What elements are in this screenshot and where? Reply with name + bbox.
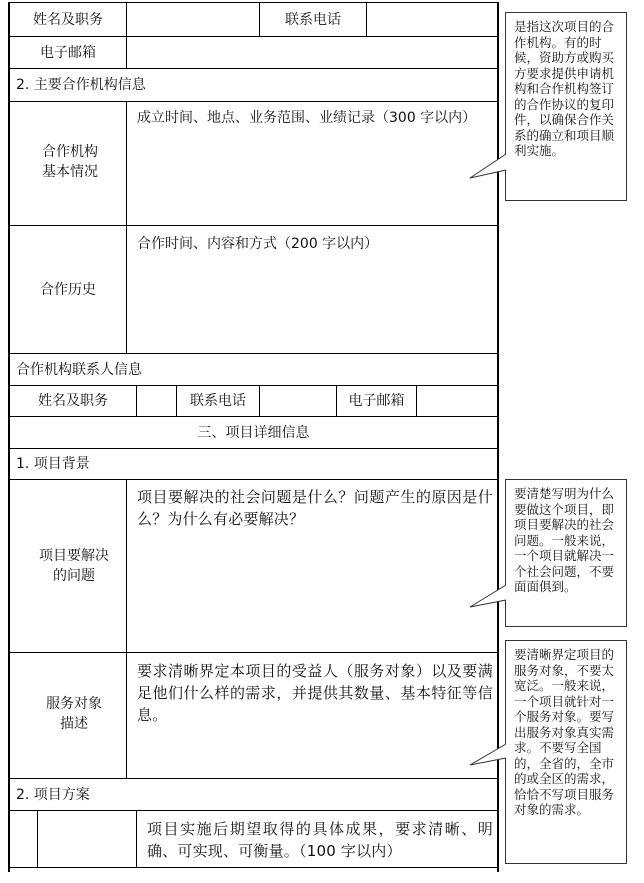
target-label [45, 694, 103, 734]
outcome-hint[interactable]: 项目实施后期望取得的具体成果，要求清晰、明确、可实现、可衡量。（100 字以内） [147, 820, 493, 860]
partner-section-header: 2. 主要合作机构信息 [16, 77, 146, 93]
target-hint[interactable]: 要求清晰界定本项目的受益人（服务对象）以及要满足他们什么样的需求，并提供其数量、基本特征等信息。 [137, 662, 493, 724]
target-label-text: 服务对象描述 [46, 696, 102, 732]
partner-history-hint[interactable]: 合作时间、内容和方式（200 字以内） [137, 236, 379, 252]
email-label: 电子邮箱 [40, 44, 96, 61]
table-border-right [497, 2, 499, 872]
name-position-label: 姓名及职务 [33, 11, 103, 28]
contact-email-input[interactable] [417, 386, 497, 416]
partner-basic-info-hint[interactable]: 成立时间、地点、业务范围、业绩记录（300 字以内） [137, 110, 477, 126]
col-line [126, 101, 127, 353]
background-header: 1. 项目背景 [16, 456, 90, 472]
name-position-input[interactable] [127, 3, 259, 36]
partner-basic-info-label-text: 合作机构基本情况 [42, 144, 98, 180]
phone-input[interactable] [367, 3, 497, 36]
outcome-label-cell[interactable] [38, 811, 136, 867]
comment-problem: 要清楚写明为什么要做这个项目，即项目要解决的社会问题。一般来说，一个项目就解决一个社会问题，不要面面俱到。 [505, 479, 627, 627]
row-line [8, 652, 499, 653]
plan-header: 2. 项目方案 [16, 786, 90, 803]
contact-email-label: 电子邮箱 [348, 393, 405, 409]
col-line [126, 479, 127, 778]
comment-target: 要清晰界定项目的服务对象，不要太宽泛。一般来说，一个项目就针对一个服务对象。要写出服务对象真实需求。不要写全国的，全省的，全市的或全区的需求，恰恰不写项目服务对象的需求。 [505, 640, 627, 864]
contact-phone-input[interactable] [260, 386, 336, 416]
problem-label [38, 546, 110, 586]
comment-partner: 是指这次项目的合作机构。有的时候，资助方或购买方要求提供申请机构和合作机构签订的合作协议的复印件，以确保合作关系的确立和项目顺利实施。 [505, 12, 627, 201]
row-line [8, 101, 499, 102]
partner-history-label: 合作历史 [40, 281, 96, 298]
phone-label: 联系电话 [285, 11, 341, 28]
contact-phone-label: 联系电话 [190, 393, 246, 409]
email-input[interactable] [127, 37, 497, 68]
project-details-title: 三、项目详细信息 [197, 424, 310, 441]
col-line [136, 810, 137, 867]
problem-hint[interactable]: 项目要解决的社会问题是什么？问题产生的原因是什么？为什么有必要解决？ [137, 488, 493, 528]
row-line [8, 479, 499, 480]
row-line [8, 867, 499, 868]
contact-name-input[interactable] [137, 386, 176, 416]
partner-contact-header: 合作机构联系人信息 [16, 361, 142, 378]
problem-label-text: 项目要解决的问题 [39, 548, 109, 584]
outcome-index-cell[interactable] [10, 811, 37, 867]
contact-name-label: 姓名及职务 [38, 393, 108, 409]
partner-basic-info-label [40, 142, 100, 182]
